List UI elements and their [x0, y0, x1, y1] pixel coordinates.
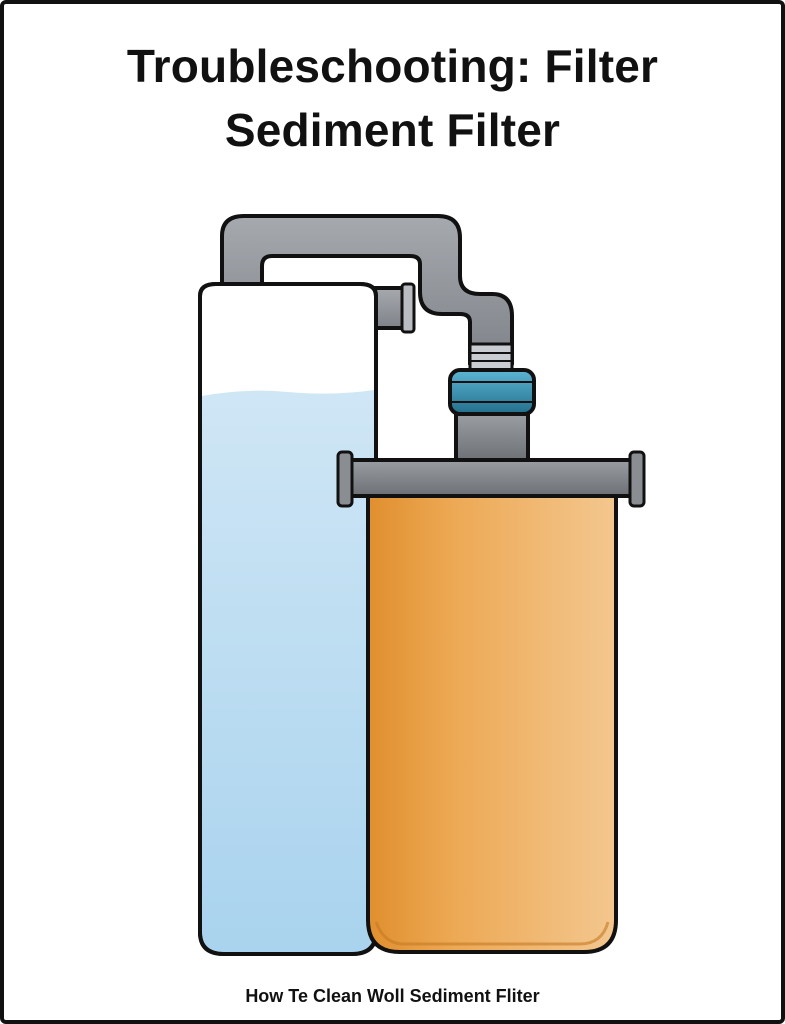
title-line-2: Sediment Filter [224, 104, 561, 156]
filter-head [338, 414, 644, 506]
sediment-filter-diagram [4, 4, 781, 1020]
coupling [450, 370, 534, 414]
caption: How Te Clean Woll Sediment Fliter [245, 986, 540, 1006]
title-line-1: Troubleschooting: Filter [126, 40, 659, 92]
water-tank [200, 284, 376, 954]
filter-housing [368, 496, 616, 952]
